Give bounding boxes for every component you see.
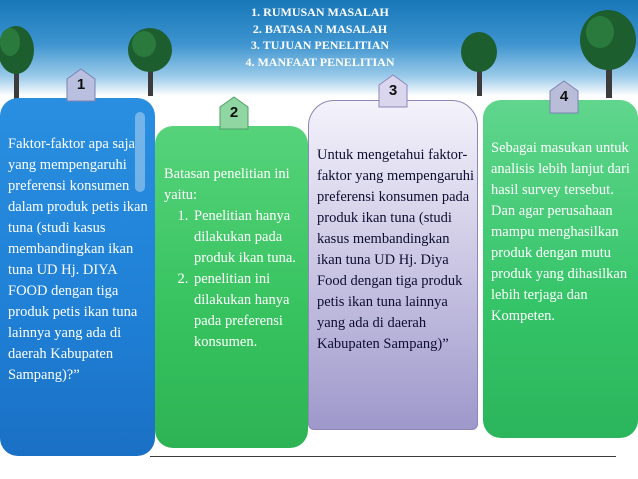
slide-header: [200, 4, 440, 70]
tree-icon: [126, 24, 176, 96]
list-item: 2. penelitian ini dilakukan hanya pada preferensi konsumen.: [192, 269, 304, 353]
card-manfaat-penelitian: [483, 100, 638, 438]
tree-icon: [460, 28, 500, 96]
card-2-intro: Batasan penelitian ini yaitu:: [164, 166, 290, 203]
card-tujuan-penelitian: [308, 100, 478, 430]
card-1-number: 1: [76, 76, 86, 93]
tree-icon: [0, 20, 40, 100]
bottom-divider: [150, 456, 616, 457]
header-line-2: 2. BATASA N MASALAH: [252, 21, 388, 36]
card-4-text: Sebagai masukan untuk analisis lebih lanjut dari hasil survey tersebut. Dan agar perusahaan mampu menghasilkan produk dengan mutu produk yang dihasilkan lebih terjaga dan Kompeten.: [491, 140, 630, 324]
card-2-list: [164, 206, 304, 353]
card-3-number: 3: [388, 82, 398, 99]
card-4-number: 4: [559, 88, 569, 105]
card-rumusan-masalah: [0, 98, 155, 456]
header-line-1: 1. RUMUSAN MASALAH: [251, 5, 389, 19]
card-1-text: Faktor-faktor apa saja yang mempengaruhi preferensi konsumen dalam produk petis ikan tuna (studi kasus membandingkan ikan tuna UD Hj. DIYA FOOD dengan tiga produk petis ikan tuna lainnya yang ada di daerah Kabupaten Sampang)?”: [8, 136, 148, 383]
list-item: 1. Penelitian hanya dilakukan pada produk ikan tuna.: [192, 206, 304, 269]
card-2-number: 2: [229, 104, 239, 121]
tree-icon: [578, 8, 638, 98]
card-batasan-masalah: [155, 126, 308, 448]
header-line-3: 3. TUJUAN PENELITIAN: [250, 38, 390, 52]
header-line-4: 4. MANFAAT PENELITIAN: [245, 54, 395, 69]
card-3-text: Untuk mengetahui faktor-faktor yang mempengaruhi preferensi konsumen pada produk ikan tuna (studi kasus membandingkan ikan tuna UD Hj. Diya Food dengan tiga produk petis ikan tuna lainnya yang ada di daerah Kabupaten Sampang)”: [317, 147, 475, 352]
card-2-text: [164, 164, 304, 353]
